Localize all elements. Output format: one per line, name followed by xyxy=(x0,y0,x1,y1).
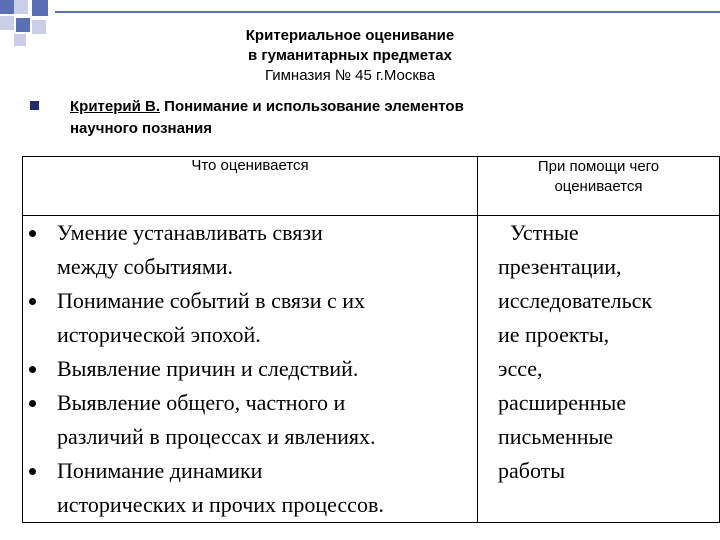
decor-square xyxy=(16,18,30,32)
decor-square xyxy=(0,0,14,14)
title-line-1: Критериальное оценивание xyxy=(245,27,455,44)
bullet-dot-icon xyxy=(29,400,36,407)
item-line-2: исторических и прочих процессов. xyxy=(57,492,384,517)
table-row xyxy=(23,216,720,523)
column-header-how-line-2: оценивается xyxy=(554,178,643,195)
method-line: работы xyxy=(498,458,566,483)
decor-square xyxy=(0,16,14,30)
criterion-text xyxy=(70,96,630,140)
method-line: эссе, xyxy=(498,356,543,381)
method-line: ие проекты, xyxy=(498,322,610,347)
method-line: презентации, xyxy=(498,254,622,279)
method-line: Устные xyxy=(510,220,579,245)
item-line-1: Понимание событий в связи с их xyxy=(57,288,366,313)
item-line-1: Выявление общего, частного и xyxy=(57,390,346,415)
item-line-1: Понимание динамики xyxy=(57,458,263,483)
square-bullet-icon xyxy=(30,101,39,110)
item-line-2: исторической эпохой. xyxy=(57,322,261,347)
decor-square xyxy=(32,0,48,16)
list-item xyxy=(23,454,477,522)
skills-cell xyxy=(23,216,478,523)
title-line-2: в гуманитарных предметах xyxy=(248,47,452,64)
bullet-dot-icon xyxy=(29,468,36,475)
criterion-label: Критерий В. xyxy=(70,98,160,115)
column-header-how-line-1: При помощи чего xyxy=(537,158,660,175)
decor-square xyxy=(14,34,26,46)
bullet-dot-icon xyxy=(29,298,36,305)
item-line-2: различий в процессах и явлениях. xyxy=(57,424,376,449)
list-item xyxy=(23,352,477,386)
item-line-2: между событиями. xyxy=(57,254,234,279)
criterion-line-2: научного познания xyxy=(70,120,212,137)
skills-list xyxy=(23,216,477,522)
decor-square xyxy=(14,0,28,14)
method-line: исследовательск xyxy=(498,288,653,313)
bullet-dot-icon xyxy=(29,366,36,373)
column-header-what: Что оценивается xyxy=(23,157,478,216)
methods-cell xyxy=(478,216,720,523)
criteria-table xyxy=(22,156,720,523)
bullet-dot-icon xyxy=(29,230,36,237)
list-item xyxy=(23,284,477,352)
school-subtitle: Гимназия № 45 г.Москва xyxy=(264,67,436,84)
method-line: письменные xyxy=(498,424,614,449)
decor-square xyxy=(32,20,46,34)
criterion-line-1: Понимание и использование элементов xyxy=(164,98,464,115)
list-item xyxy=(23,216,477,284)
table-header-row xyxy=(23,157,720,216)
slide-title xyxy=(200,26,500,86)
item-line-1: Выявление причин и следствий. xyxy=(57,356,359,381)
list-item xyxy=(23,386,477,454)
item-line-1: Умение устанавливать связи xyxy=(57,220,323,245)
column-header-how xyxy=(478,157,720,216)
method-line: расширенные xyxy=(498,390,627,415)
header-rule xyxy=(55,11,720,13)
